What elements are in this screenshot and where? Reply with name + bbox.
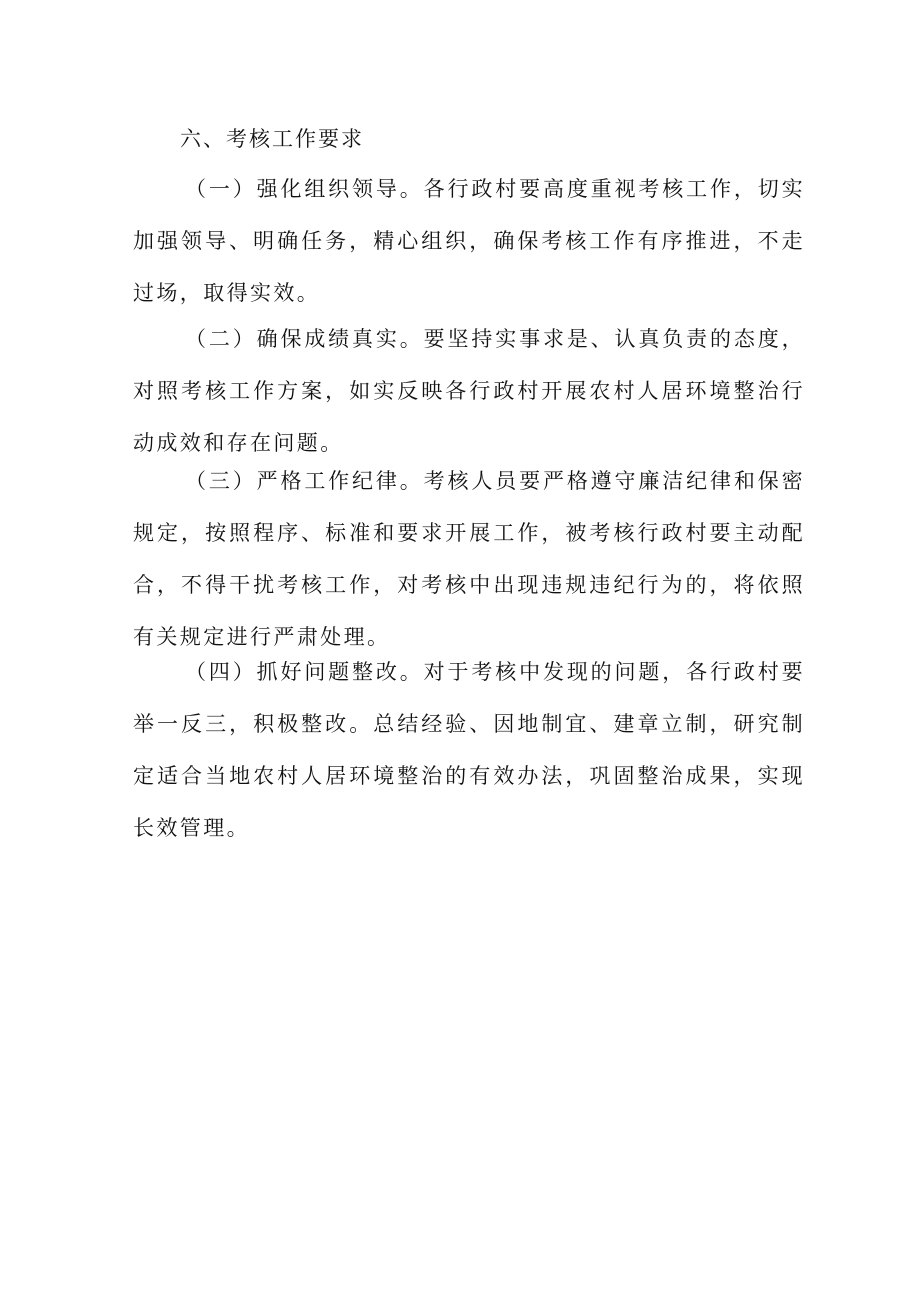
paragraph-strengthen-leadership: （一）强化组织领导。各行政村要高度重视考核工作，切实加强领导、明确任务，精心组织，确保考核工作有序推进，不走过场，取得实效。 bbox=[133, 177, 805, 305]
paragraph-problem-rectification: （四）抓好问题整改。对于考核中发现的问题，各行政村要举一反三，积极整改。总结经验、因地制宜、建章立制，研究制定适合当地农村人居环境整治的有效办法，巩固整治成果，实现长效管理。 bbox=[133, 660, 805, 840]
paragraph-ensure-authentic-results: （二）确保成绩真实。要坚持实事求是、认真负责的态度，对照考核工作方案，如实反映各行政村开展农村人居环境整治行动成效和存在问题。 bbox=[133, 327, 805, 455]
section-heading: 六、考核工作要求 bbox=[180, 127, 364, 151]
paragraph-strict-work-discipline: （三）严格工作纪律。考核人员要严格遵守廉洁纪律和保密规定，按照程序、标准和要求开展工作，被考核行政村要主动配合，不得干扰考核工作，对考核中出现违规违纪行为的，将依照有关规定进行严肃处理。 bbox=[133, 469, 805, 649]
